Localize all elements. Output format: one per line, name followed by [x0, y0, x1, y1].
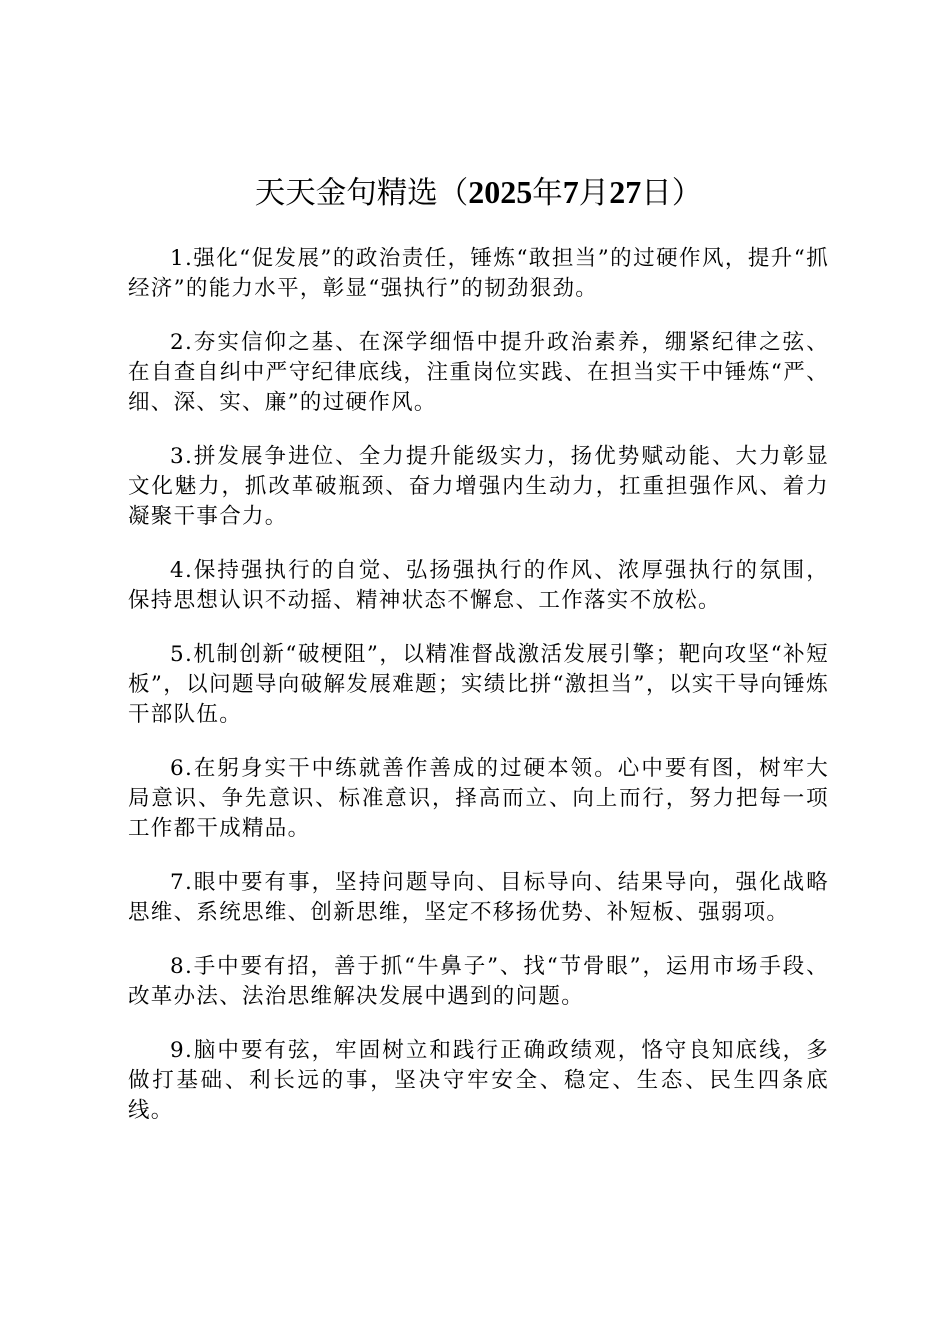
paragraph-2: 2.夯实信仰之基、在深学细悟中提升政治素养，绷紧纪律之弦、在自查自纠中严守纪律底线，注重岗位实践、在担当实干中锤炼“严、细、深、实、廉”的过硬作风。 — [128, 330, 829, 415]
title-text-month-unit: 月 — [578, 176, 610, 211]
paragraph-8: 8.手中要有招，善于抓“牛鼻子”、找“节骨眼”，运用市场手段、改革办法、法治思维解决发展中遇到的问题。 — [128, 954, 829, 1009]
title-text-day-unit: 日） — [641, 176, 703, 211]
paragraph-3: 3.拼发展争进位、全力提升能级实力，扬优势赋动能、大力彰显文化魅力，抓改革破瓶颈、奋力增强内生动力，扛重担强作风、着力凝聚干事合力。 — [128, 444, 829, 529]
title-day: 27 — [609, 174, 642, 210]
paragraph-4: 4.保持强执行的自觉、弘扬强执行的作风、浓厚强执行的氛围，保持思想认识不动摇、精神状态不懈怠、工作落实不放松。 — [128, 558, 829, 613]
document-page — [128, 172, 829, 1150]
title-month: 7 — [562, 174, 579, 210]
paragraph-7: 7.眼中要有事，坚持问题导向、目标导向、结果导向，强化战略思维、系统思维、创新思维，坚定不移扬优势、补短板、强弱项。 — [128, 870, 829, 925]
paragraph-9: 9.脑中要有弦，牢固树立和践行正确政绩观，恪守良知底线，多做打基础、利长远的事，坚决守牢安全、稳定、生态、民生四条底线。 — [128, 1038, 829, 1123]
paragraph-5: 5.机制创新“破梗阻”，以精准督战激活发展引擎；靶向攻坚“补短板”，以问题导向破解发展难题；实绩比拼“激担当”，以实干导向锤炼干部队伍。 — [128, 642, 829, 727]
document-title — [128, 172, 829, 214]
title-year: 2025 — [468, 174, 533, 210]
title-text-year-unit: 年 — [532, 176, 563, 211]
title-text-1: 天天金句精选（ — [254, 176, 469, 211]
paragraph-6: 6.在躬身实干中练就善作善成的过硬本领。心中要有图，树牢大局意识、争先意识、标准意识，择高而立、向上而行，努力把每一项工作都干成精品。 — [128, 756, 829, 841]
paragraph-1: 1.强化“促发展”的政治责任，锤炼“敢担当”的过硬作风，提升“抓经济”的能力水平，彰显“强执行”的韧劲狠劲。 — [128, 246, 829, 301]
